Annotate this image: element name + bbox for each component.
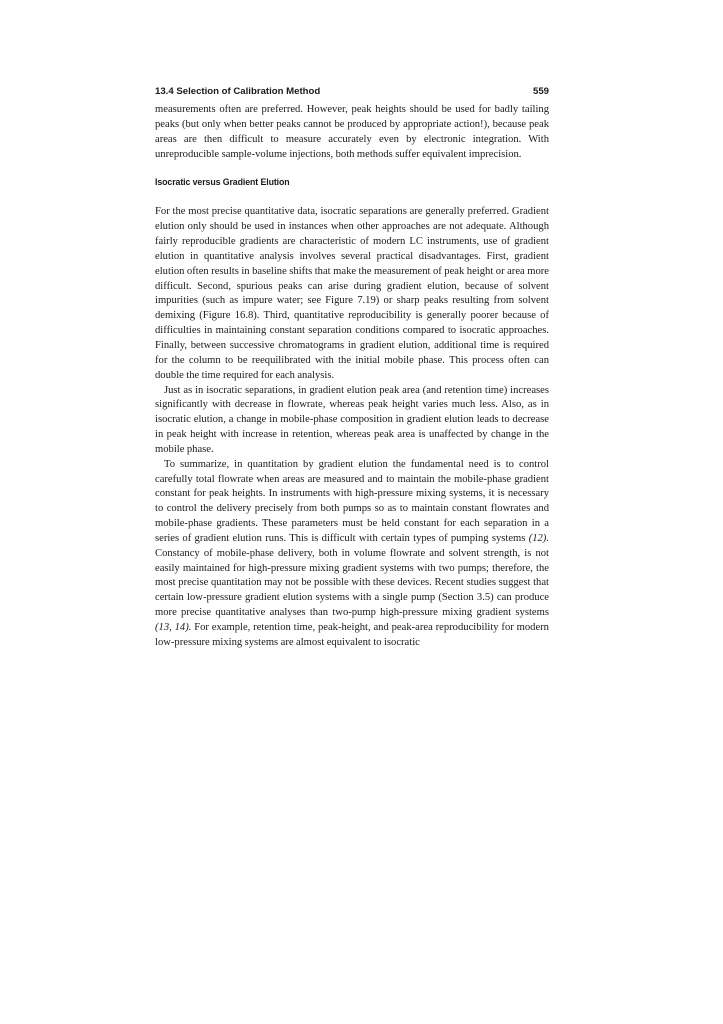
summary-text-c: For example, retention time, peak-height, and peak-area reproducibility for modern low-pressure mixing systems are almost equivalent to isocratic bbox=[155, 622, 549, 648]
paragraph-continued: measurements often are preferred. However, peak heights should be used for badly tailing peaks (but only when better peaks cannot be produced by appropriate action!), because peak areas are then difficult to measure accurately even by electronic integration. With unreproducible sample-volume injections, both methods suffer equivalent imprecision. bbox=[155, 104, 549, 160]
section-heading: Isocratic versus Gradient Elution bbox=[155, 177, 290, 188]
reference-13-14: (13, 14). bbox=[155, 622, 192, 633]
paragraph-summary bbox=[155, 458, 549, 651]
page-number: 559 bbox=[532, 86, 549, 97]
summary-text-a: To summarize, in quantitation by gradient elution the fundamental need is to control carefully total flowrate when areas are measured and to maintain the mobile-phase gradient constant for peak heights. In instruments with high-pressure mixing systems, it is necessary to control the delivery precisely from both pumps so as to maintain constant flowrates and mobile-phase gradients. These parameters must be held constant for each separation in a series of gradient elution runs. This is difficult with certain types of pumping systems bbox=[155, 458, 549, 544]
summary-text-b: Constancy of mobile-phase delivery, both in volume flowrate and solvent strength, is not easily maintained for high-pressure mixing gradient systems with two pumps; therefore, the most precise quantitation may not be possible with these devices. Recent studies suggest that certain low-pressure gradient elution systems with a single pump (Section 3.5) can produce more precise quantitative analyses than two-pump high-pressure mixing gradient systems bbox=[155, 547, 549, 619]
paragraph-isocratic-preferred: For the most precise quantitative data, isocratic separations are generally preferred. Gradient elution only should be used in instances when other approaches are not adequate. Although fairly reproducible gradients are characteristic of modern LC instruments, use of gradient elution in quantitative analysis involves several practical disadvantages. First, gradient elution often results in baseline shifts that make the measurement of peak height or area more difficult. Second, spurious peaks can arise during gradient elution, because of solvent impurities (such as impure water; see Figure 7.19) or sharp peaks resulting from solvent demixing (Figure 16.8). Third, quantitative reproducibility is generally poorer because of difficulties in maintaining constant separation conditions compared to isocratic approaches. Finally, between successive chromatograms in gradient elution, additional time is required for the column to be reequilibrated with the initial mobile phase. This process often can double the time required for each analysis. bbox=[155, 206, 549, 381]
reference-12: (12). bbox=[528, 532, 549, 544]
book-page bbox=[155, 86, 549, 651]
section-title: 13.4 Selection of Calibration Method bbox=[155, 86, 321, 97]
running-header bbox=[155, 86, 549, 98]
paragraph-flowrate-effects: Just as in isocratic separations, in gradient elution peak area (and retention time) increases significantly with decrease in flowrate, whereas peak height varies much less. Also, as in isocratic elution, a change in mobile-phase composition in gradient elution leads to decrease in peak height with increase in retention, whereas peak area is unaffected by change in the mobile phase. bbox=[155, 384, 549, 455]
